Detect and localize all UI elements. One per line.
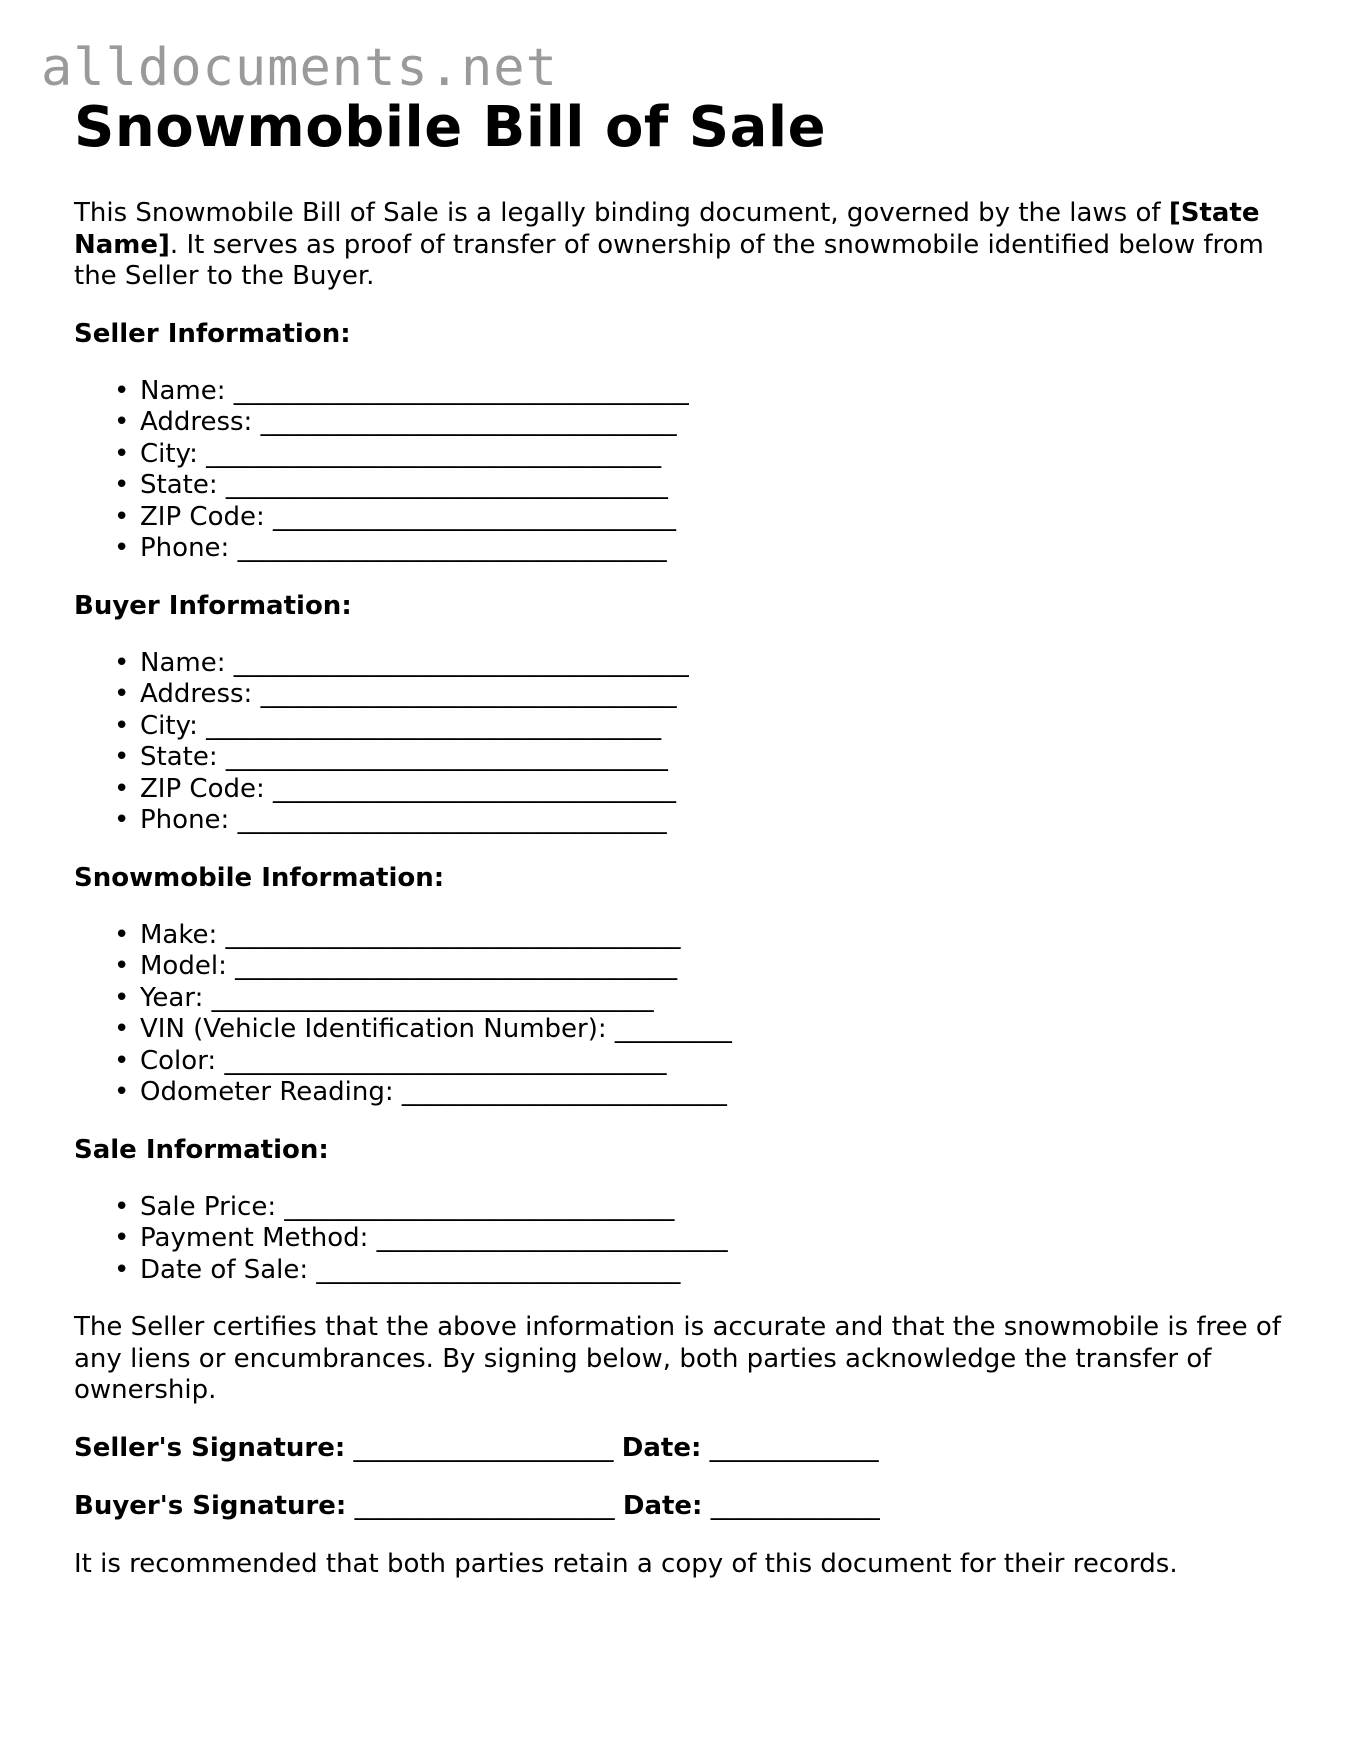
snowmobile-color-field[interactable] <box>114 1045 1294 1078</box>
snowmobile-year-field[interactable] <box>114 982 1294 1015</box>
bullet-icon: • <box>114 679 130 709</box>
payment-method-field[interactable] <box>114 1223 1294 1255</box>
seller-heading: Seller Information: <box>74 318 351 349</box>
field-label: Sale Price: <box>140 1191 277 1222</box>
field-label: Name: <box>140 647 226 678</box>
seller-date-label: Date: <box>621 1432 702 1463</box>
fill-line[interactable]: ___________________________________ <box>225 919 681 950</box>
fill-line[interactable]: ___________________________________ <box>206 710 662 741</box>
field-label: Model: <box>140 951 227 981</box>
seller-zip-field[interactable] <box>114 501 1294 534</box>
bullet-icon: • <box>114 951 130 981</box>
fill-line[interactable]: _________________________________ <box>237 533 667 563</box>
field-label: Name: <box>140 375 226 406</box>
fill-line[interactable]: ___________________________________ <box>233 647 689 678</box>
buyer-zip-field[interactable] <box>114 773 1294 806</box>
fill-line[interactable]: ____________________________ <box>316 1254 681 1285</box>
bullet-icon: • <box>114 438 130 469</box>
seller-signature-line[interactable]: ____________________ <box>353 1432 614 1463</box>
bullet-icon: • <box>114 470 130 500</box>
field-label: Payment Method: <box>140 1223 369 1253</box>
bullet-icon: • <box>114 1191 130 1222</box>
seller-city-field[interactable] <box>114 438 1294 471</box>
bullet-icon: • <box>114 501 130 532</box>
document-page <box>74 88 1294 1580</box>
seller-field-list <box>74 376 1294 565</box>
snowmobile-field-list <box>74 920 1294 1109</box>
fill-line[interactable]: _________________________ <box>401 1077 727 1107</box>
buyer-signature-row <box>74 1491 1294 1522</box>
fill-line[interactable]: _________________________________ <box>237 805 667 835</box>
field-label: ZIP Code: <box>140 501 265 532</box>
seller-signature-label: Seller's Signature: <box>74 1432 346 1463</box>
bullet-icon: • <box>114 1223 130 1253</box>
snowmobile-model-field[interactable] <box>114 951 1294 983</box>
snowmobile-heading: Snowmobile Information: <box>74 862 445 893</box>
seller-signature-row <box>74 1433 1294 1464</box>
closing-paragraph: It is recommended that both parties retain a copy of this document for their records. <box>74 1548 1178 1579</box>
field-label: VIN (Vehicle Identification Number): <box>140 1014 607 1044</box>
page-title: Snowmobile Bill of Sale <box>74 95 827 160</box>
bullet-icon: • <box>114 982 130 1013</box>
fill-line[interactable]: __________________________________ <box>225 742 668 772</box>
state-placeholder: [State Name] <box>74 198 1260 260</box>
seller-state-field[interactable] <box>114 470 1294 502</box>
field-label: Address: <box>140 407 253 437</box>
field-label: Make: <box>140 919 218 950</box>
fill-line[interactable]: _______________________________ <box>273 501 677 532</box>
fill-line[interactable]: _______________________________ <box>273 773 677 804</box>
snowmobile-vin-field[interactable] <box>114 1014 1294 1046</box>
snowmobile-make-field[interactable] <box>114 919 1294 952</box>
fill-line[interactable]: __________________________________ <box>225 470 668 500</box>
seller-name-field[interactable] <box>114 375 1294 408</box>
watermark: alldocuments.net <box>41 38 558 98</box>
bullet-icon: • <box>114 742 130 772</box>
bullet-icon: • <box>114 407 130 437</box>
sale-price-field[interactable] <box>114 1191 1294 1224</box>
field-label: State: <box>140 470 218 500</box>
buyer-phone-field[interactable] <box>114 805 1294 837</box>
fill-line[interactable]: ________________________________ <box>260 679 677 709</box>
intro-text-end: . It serves as proof of transfer of ownership of the snowmobile identified below from the Seller to the Buyer. <box>74 229 1264 291</box>
bullet-icon: • <box>114 805 130 835</box>
seller-date-line[interactable]: _____________ <box>709 1432 879 1463</box>
seller-phone-field[interactable] <box>114 533 1294 565</box>
buyer-address-field[interactable] <box>114 679 1294 711</box>
field-label: Color: <box>140 1045 217 1076</box>
field-label: Date of Sale: <box>140 1254 309 1285</box>
sale-heading: Sale Information: <box>74 1134 329 1165</box>
fill-line[interactable]: _________ <box>614 1014 732 1044</box>
bullet-icon: • <box>114 1014 130 1044</box>
certification-paragraph: The Seller certifies that the above information is accurate and that the snowmobile is free of any liens or encumbrances. By signing below, both parties acknowledge the transfer of ownership. <box>74 1312 1281 1405</box>
field-label: Odometer Reading: <box>140 1077 394 1107</box>
bullet-icon: • <box>114 647 130 678</box>
fill-line[interactable]: ___________________________________ <box>233 375 689 406</box>
bullet-icon: • <box>114 1254 130 1285</box>
buyer-field-list <box>74 648 1294 837</box>
buyer-signature-label: Buyer's Signature: <box>74 1490 347 1521</box>
field-label: Phone: <box>140 533 230 563</box>
date-of-sale-field[interactable] <box>114 1254 1294 1287</box>
fill-line[interactable]: __________________________________ <box>224 1045 667 1076</box>
field-label: City: <box>140 438 198 469</box>
intro-paragraph <box>74 198 1294 293</box>
bullet-icon: • <box>114 710 130 741</box>
buyer-state-field[interactable] <box>114 742 1294 774</box>
sale-field-list <box>74 1192 1294 1287</box>
fill-line[interactable]: ___________________________ <box>376 1223 728 1253</box>
field-label: City: <box>140 710 198 741</box>
fill-line[interactable]: __________________________________ <box>235 951 678 981</box>
field-label: Year: <box>140 982 204 1013</box>
bullet-icon: • <box>114 533 130 563</box>
snowmobile-odometer-field[interactable] <box>114 1077 1294 1109</box>
field-label: Phone: <box>140 805 230 835</box>
bullet-icon: • <box>114 919 130 950</box>
buyer-signature-line[interactable]: ____________________ <box>354 1490 615 1521</box>
bullet-icon: • <box>114 375 130 406</box>
field-label: Address: <box>140 679 253 709</box>
fill-line[interactable]: ______________________________ <box>284 1191 675 1222</box>
seller-address-field[interactable] <box>114 407 1294 439</box>
bullet-icon: • <box>114 773 130 804</box>
buyer-date-line[interactable]: _____________ <box>710 1490 880 1521</box>
buyer-name-field[interactable] <box>114 647 1294 680</box>
buyer-heading: Buyer Information: <box>74 590 352 621</box>
buyer-date-label: Date: <box>622 1490 703 1521</box>
fill-line[interactable]: ________________________________ <box>260 407 677 437</box>
field-label: ZIP Code: <box>140 773 265 804</box>
bullet-icon: • <box>114 1045 130 1076</box>
intro-text-start: This Snowmobile Bill of Sale is a legally binding document, governed by the laws of <box>74 198 1169 228</box>
fill-line[interactable]: ___________________________________ <box>206 438 662 469</box>
buyer-city-field[interactable] <box>114 710 1294 743</box>
field-label: State: <box>140 742 218 772</box>
fill-line[interactable]: __________________________________ <box>211 982 654 1013</box>
bullet-icon: • <box>114 1077 130 1107</box>
